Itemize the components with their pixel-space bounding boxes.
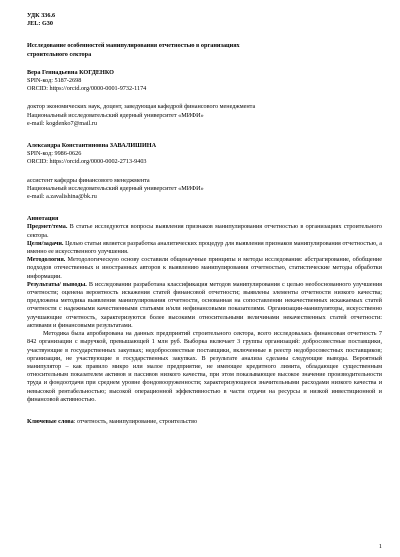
author-orcid[interactable]: ORCID: https://orcid.org/0000-0001-9732-1174 bbox=[27, 85, 147, 93]
goals-label: Цели/задачи. bbox=[27, 239, 64, 247]
abstract-heading: Аннотация bbox=[27, 215, 59, 223]
abstract-section bbox=[27, 215, 382, 404]
results-text: В исследовании разработана классификация методов манипулирования с целью необоснованного улучшения отчетности; оценена вероятность искажения статей финансовой отчетности; выявлены элементы отчетности низкого качества; предложена методика выявления манипулирования отчетности, основанная на сопоставлении некачественных искажаемых статей отчетности с надежными качественными статьями и/или нефинансовыми показателями. Организации-манипуляторы, искусственно улучшающие отчетность, характеризуются более высокими относительными величинами некачественных статей отчетности: активами и финансовыми результатами. bbox=[27, 280, 382, 329]
title-line-1: Исследование особенностей манипулирования отчетностью в организациях bbox=[27, 42, 240, 50]
author-position: ассистент кафедры финансового менеджмента bbox=[27, 176, 150, 184]
author-name: Александра Константиновна ЗАВАЛИШИНА bbox=[27, 142, 157, 150]
author-orcid[interactable]: ORCID: https://orcid.org/0000-0002-2713-9403 bbox=[27, 158, 147, 166]
author-name: Вера Геннадьевна КОГДЕНКО bbox=[27, 68, 114, 76]
methodology-label: Методология. bbox=[27, 256, 66, 264]
results-label: Результаты/ выводы. bbox=[27, 280, 87, 288]
abstract-methodology bbox=[27, 256, 382, 281]
author-spin: SPIN-код: 5187-2698 bbox=[27, 77, 82, 85]
goals-text: Целью статьи является разработка аналитических процедур для выявления признаков манипулирования отчетностью, а именно ее искусственного улучшения. bbox=[27, 239, 382, 256]
abstract-results bbox=[27, 281, 382, 330]
abstract-goals bbox=[27, 240, 382, 256]
keywords-line bbox=[27, 418, 382, 426]
methodology-text: Методологическую основу составили общенаучные принципы и методы исследования: абстрагирование, обобщение подходов отечественных и иностранных авторов к выявлению манипулирования отчетностью, статистические методы обработки информации. bbox=[27, 256, 382, 280]
author-organization: Национальный исследовательский ядерный университет «МИФИ» bbox=[27, 184, 204, 192]
jel-line: JEL: G30 bbox=[27, 20, 53, 28]
page-number: 1 bbox=[378, 542, 382, 550]
author-organization: Национальный исследовательский ядерный университет «МИФИ» bbox=[27, 111, 204, 119]
author-spin: SPIN-код: 9986-0626 bbox=[27, 150, 82, 158]
author-block-2 bbox=[27, 142, 382, 201]
keywords-label: Ключевые слова bbox=[27, 417, 74, 425]
author-email[interactable]: e-mail: kogdenko7@mail.ru bbox=[27, 119, 97, 127]
title-line-2: строительного сектора bbox=[27, 50, 92, 58]
abstract-approbation: Методика была апробирована на данных предприятий строительного сектора, всего исследовалась финансовая отчетность 7 842 организации с выручкой, превышающей 1 млн руб. Выборка включает 3 группы организаций: добросовестные поставщики, участвующие в государственных закупках; недобросовестные поставщики, включенные в реестр недобросовестных поставщиков; организации, не участвующие в государственных закупках. В результате анализа сделаны следующие выводы. Вероятный манипулятор – как правило микро или малое предприятие, не имеющее кредитного лимита, обладающее существенным относительным показателем активов и пассивов низкого качества, при этом показывающее высокое значение производительности труда и фондоотдачи при среднем уровне фондовооруженности; характеризующееся значительными расходами низкого качества и невысокой рентабельностью; высокой операционной эффективностью в части отдачи на ресурсы и низкой инвестиционной и финансовой активностью. bbox=[27, 330, 382, 403]
author-block-1 bbox=[27, 69, 382, 128]
author-position: доктор экономических наук, доцент, заведующая кафедрой финансового менеджмента bbox=[27, 103, 256, 111]
article-title bbox=[27, 42, 382, 58]
udk-line: УДК 336.6 bbox=[27, 12, 56, 19]
subject-text: В статье исследуются вопросы выявления признаков манипулирования отчетностью в организациях строительного сектора. bbox=[27, 223, 382, 239]
abstract-subject bbox=[27, 223, 382, 239]
author-email[interactable]: e-mail: a.zavalishina@bk.ru bbox=[27, 193, 97, 201]
subject-label: Предмет/тема. bbox=[27, 223, 68, 231]
keywords-text: : отчетность, манипулирование, строительство bbox=[73, 417, 198, 425]
